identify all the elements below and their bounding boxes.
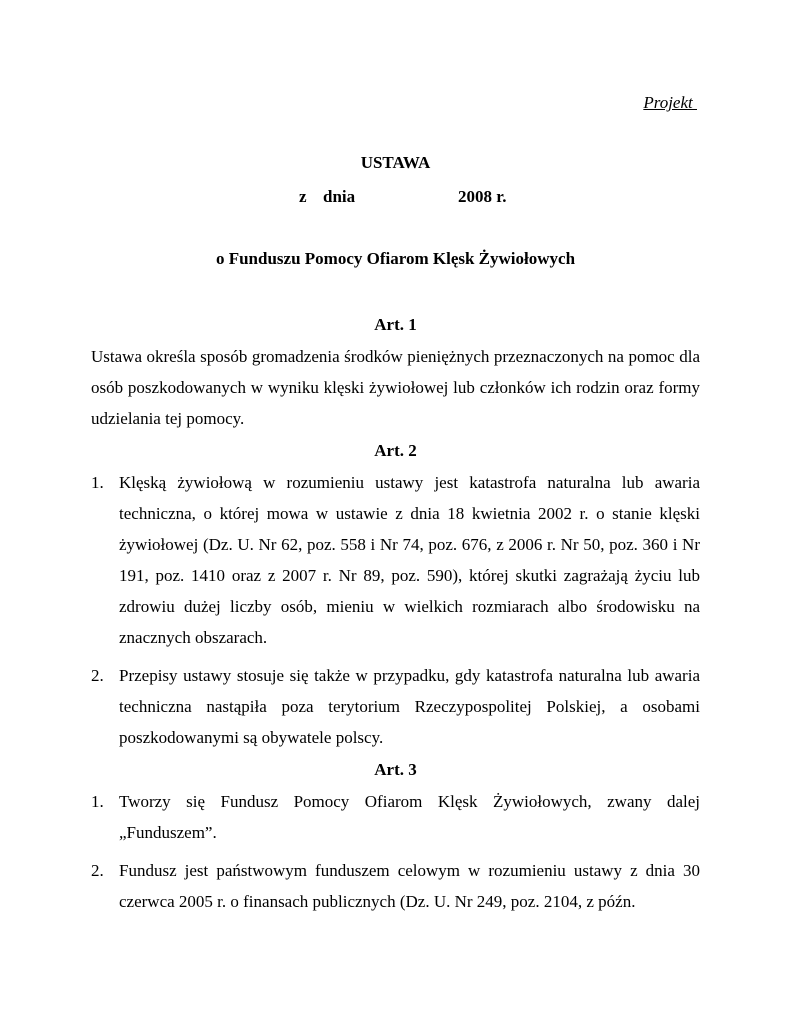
draft-label: Projekt [643,93,697,112]
article-heading: Art. 2 [374,441,417,460]
list-item [91,786,700,848]
article-1 [91,309,700,434]
point-text: Fundusz jest państwowym funduszem celowym w rozumieniu ustawy z dnia 30 czerwca 2005 r. o finansach publicznych (Dz. U. Nr 249, poz. 2104, z późn. [119,861,700,911]
point-number: 2. [91,666,104,685]
act-subtitle: o Funduszu Pomocy Ofiarom Klęsk Żywiołowych [215,249,576,268]
article-heading: Art. 3 [374,760,417,779]
article-points [91,786,700,917]
article-2 [91,435,700,753]
list-item [91,855,700,917]
point-text: Klęską żywiołową w rozumieniu ustawy jest katastrofa naturalna lub awaria techniczna, o której mowa w ustawie z dnia 18 kwietnia 2002 r. o stanie klęski żywiołowej (Dz. U. Nr 62, poz. 558 i Nr 74, poz. 676, z 2006 r. Nr 50, poz. 360 i Nr 191, poz. 1410 oraz z 2007 r. Nr 89, poz. 590), której skutki zagrażają życiu lub zdrowiu dużej liczby osób, mieniu w wielkich rozmiarach albo środowisku na znacznych obszarach. [119,473,700,647]
act-title: USTAWA [360,153,431,172]
point-text: Przepisy ustawy stosuje się także w przypadku, gdy katastrofa naturalna lub awaria techniczna nastąpiła poza terytorium Rzeczypospolitej Polskiej, a osobami poszkodowanymi są obywatele polscy. [119,666,700,747]
point-number: 2. [91,861,104,880]
date-day-label: dnia [323,187,356,206]
date-year: 2008 r. [458,187,507,206]
article-text: Ustawa określa sposób gromadzenia środków pieniężnych przeznaczonych na pomoc dla osób poszkodowanych w wyniku klęski żywiołowej lub członków ich rodzin oraz formy udzielania tej pomocy. [91,347,700,428]
act-body [91,309,700,917]
point-text: Tworzy się Fundusz Pomocy Ofiarom Klęsk Żywiołowych, zwany dalej „Funduszem”. [119,792,700,842]
article-heading: Art. 1 [374,315,417,334]
article-3 [91,754,700,917]
article-points [91,467,700,753]
date-prefix: z [299,187,307,206]
list-item [91,660,700,753]
point-number: 1. [91,473,104,492]
act-date-line [0,187,791,211]
list-item [91,467,700,653]
point-number: 1. [91,792,104,811]
